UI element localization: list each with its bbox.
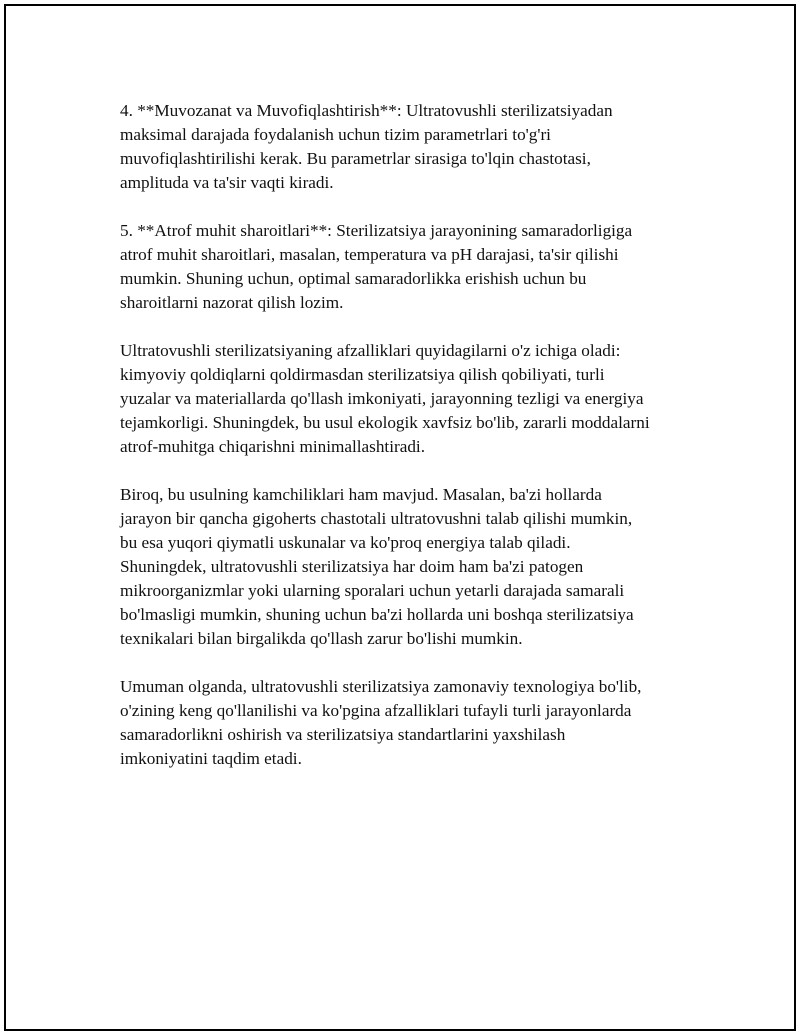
paragraph-conclusion	[120, 675, 720, 771]
text-line: tejamkorligi. Shuningdek, bu usul ekologik xavfsiz bo'lib, zararli moddalarni	[120, 413, 650, 432]
page-frame	[4, 4, 796, 1031]
text-line: bo'lmasligi mumkin, shuning uchun ba'zi hollarda uni boshqa sterilizatsiya	[120, 605, 634, 624]
paragraph-balance-coordination	[120, 99, 720, 195]
text-line: atrof-muhitga chiqarishni minimallashtiradi.	[120, 437, 426, 456]
text-line: mumkin. Shuning uchun, optimal samaradorlikka erishish uchun bu	[120, 269, 587, 288]
paragraph-advantages	[120, 339, 720, 459]
text-line: bu esa yuqori qiymatli uskunalar va ko'proq energiya talab qiladi.	[120, 533, 571, 552]
text-line: Shuningdek, ultratovushli sterilizatsiya har doim ham ba'zi patogen	[120, 557, 584, 576]
document-body	[120, 99, 720, 795]
text-line: imkoniyatini taqdim etadi.	[120, 749, 302, 768]
text-line: 5. **Atrof muhit sharoitlari**: Sterilizatsiya jarayonining samaradorligiga	[120, 221, 633, 240]
text-line: Ultratovushli sterilizatsiyaning afzalliklari quyidagilarni o'z ichiga oladi:	[120, 341, 621, 360]
text-line: 4. **Muvozanat va Muvofiqlashtirish**: Ultratovushli sterilizatsiyadan	[120, 101, 613, 120]
text-line: muvofiqlashtirilishi kerak. Bu parametrlar sirasiga to'lqin chastotasi,	[120, 149, 591, 168]
text-line: jarayon bir qancha gigoherts chastotali ultratovushni talab qilishi mumkin,	[120, 509, 633, 528]
text-line: o'zining keng qo'llanilishi va ko'pgina afzalliklari tufayli turli jarayonlarda	[120, 701, 632, 720]
text-line: mikroorganizmlar yoki ularning sporalari uchun yetarli darajada samarali	[120, 581, 625, 600]
text-line: Umuman olganda, ultratovushli sterilizatsiya zamonaviy texnologiya bo'lib,	[120, 677, 642, 696]
text-line: texnikalari bilan birgalikda qo'llash zarur bo'lishi mumkin.	[120, 629, 523, 648]
paragraph-disadvantages	[120, 483, 720, 651]
text-line: Biroq, bu usulning kamchiliklari ham mavjud. Masalan, ba'zi hollarda	[120, 485, 602, 504]
text-line: yuzalar va materiallarda qo'llash imkoniyati, jarayonning tezligi va energiya	[120, 389, 644, 408]
text-line: atrof muhit sharoitlari, masalan, temperatura va pH darajasi, ta'sir qilishi	[120, 245, 619, 264]
text-line: sharoitlarni nazorat qilish lozim.	[120, 293, 344, 312]
text-line: amplituda va ta'sir vaqti kiradi.	[120, 173, 334, 192]
text-line: kimyoviy qoldiqlarni qoldirmasdan sterilizatsiya qilish qobiliyati, turli	[120, 365, 605, 384]
text-line: samaradorlikni oshirish va sterilizatsiya standartlarini yaxshilash	[120, 725, 566, 744]
text-line: maksimal darajada foydalanish uchun tizim parametrlari to'g'ri	[120, 125, 551, 144]
paragraph-environment-conditions	[120, 219, 720, 315]
